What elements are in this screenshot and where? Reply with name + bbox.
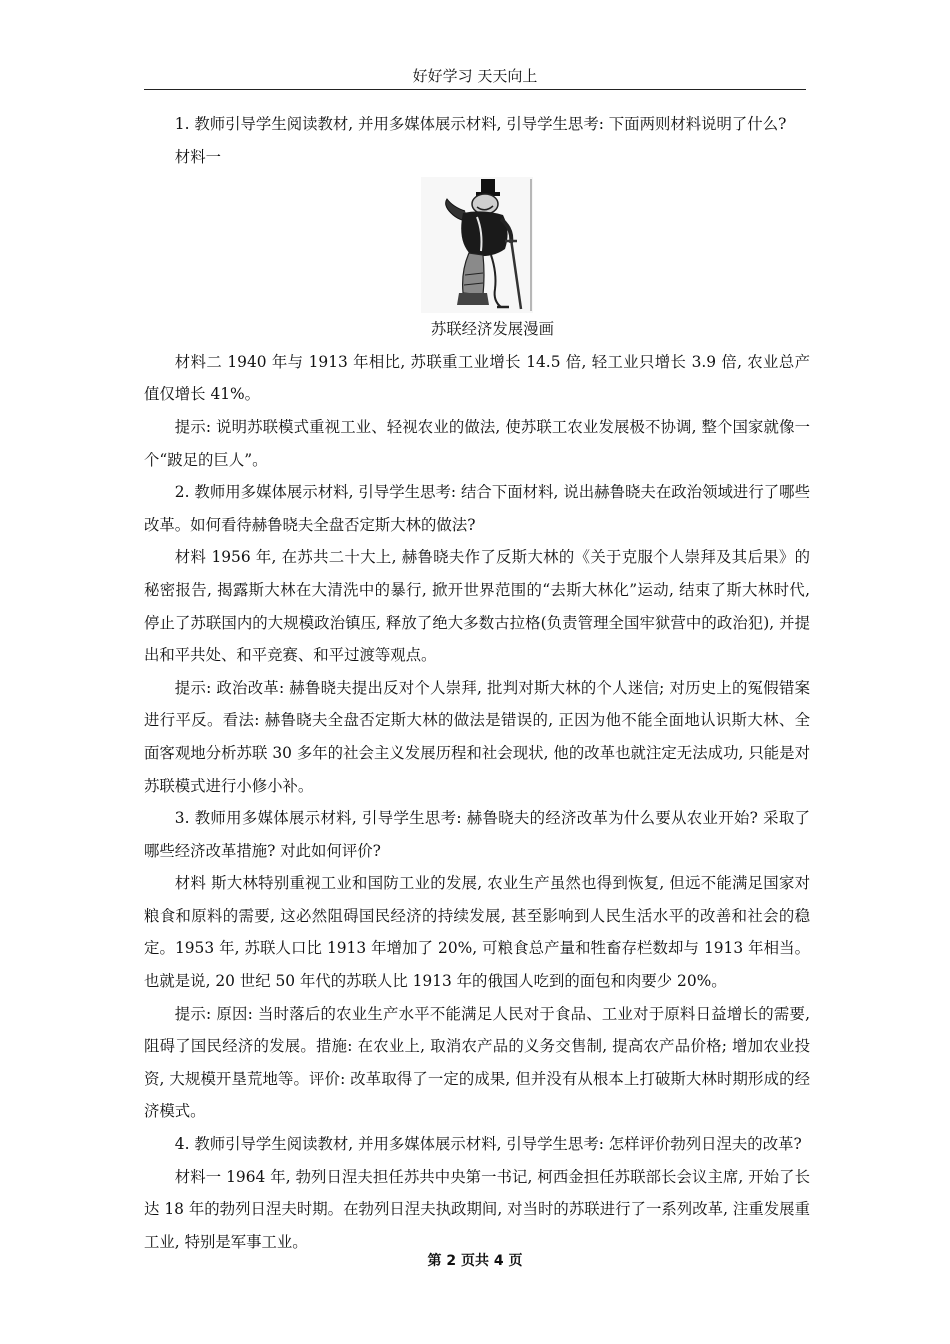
paragraph: 1. 教师引导学生阅读教材, 并用多媒体展示材料, 引导学生思考: 下面两则材料说明了什么? [174,115,787,133]
paragraph: 材料一 1964 年, 勃列日涅夫担任苏共中央第一书记, 柯西金担任苏联部长会议主席, 开始了长达 18 年的勃列日涅夫时期。在勃列日涅夫执政期间, 对当时的苏联进行了一系列改革, 注重发展重工业, 特别是军事工业。 [144,1167,810,1251]
paragraph: 提示: 原因: 当时落后的农业生产水平不能满足人民对于食品、工业对于原料日益增长的需要, 阻碍了国民经济的发展。措施: 在农业上, 取消农产品的义务交售制, 提高农产品价格; 增加农业投资, 大规模开垦荒地等。评价: 改革取得了一定的成果, 但并没有从根本上打破斯大林时期形成的经济模式。 [144,1004,810,1121]
paragraph: 材料 斯大林特别重视工业和国防工业的发展, 农业生产虽然也得到恢复, 但远不能满足国家对粮食和原料的需要, 这必然阻碍国民经济的持续发展, 甚至影响到人民生活水平的改善和社会的稳定。1953 年, 苏联人口比 1913 年增加了 20%, 可粮食总产量和牲畜存栏数却与 1913 年相当。也就是说, 20 世纪 50 年代的苏联人比 1913 年的俄国人吃到的面包和肉要少 20%。 [144,874,810,991]
paragraph: 材料一 [174,147,221,166]
paragraph: 2. 教师用多媒体展示材料, 引导学生思考: 结合下面材料, 说出赫鲁晓夫在政治领域进行了哪些改革。如何看待赫鲁晓夫全盘否定斯大林的做法? [144,483,810,534]
page-footer: 第 2 页共 4 页 [427,1253,523,1269]
paragraph: 提示: 说明苏联模式重视工业、轻视农业的做法, 使苏联工农业发展极不协调, 整个国家就像一个“跛足的巨人”。 [144,417,810,469]
paragraph: 提示: 政治改革: 赫鲁晓夫提出反对个人崇拜, 批判对斯大林的个人迷信; 对历史上的冤假错案进行平反。看法: 赫鲁晓夫全盘否定斯大林的做法是错误的, 正因为他不能全面地认识斯大林、全面客观地分析苏联 30 多年的社会主义发展历程和社会现状, 他的改革也就注定无法成功, 只能是对苏联模式进行小修小补。 [144,678,810,795]
cartoon-lame-giant-image [421,177,533,313]
paragraph: 材料二 1940 年与 1913 年相比, 苏联重工业增长 14.5 倍, 轻工业只增长 3.9 倍, 农业总产值仅增长 41%。 [144,352,810,404]
paragraph: 3. 教师用多媒体展示材料, 引导学生思考: 赫鲁晓夫的经济改革为什么要从农业开始? 采取了哪些经济改革措施? 对此如何评价? [144,809,810,860]
page-header: 好好学习 天天向上 [412,67,538,85]
paragraph: 材料 1956 年, 在苏共二十大上, 赫鲁晓夫作了反斯大林的《关于克服个人崇拜及其后果》的秘密报告, 揭露斯大林在大清洗中的暴行, 掀开世界范围的“去斯大林化”运动, 结束了斯大林时代, 停止了苏联国内的大规模政治镇压, 释放了绝大多数古拉格(负责管理全国牢狱营中的政治犯), 并提出和平共处、和平竞赛、和平过渡等观点。 [144,548,810,665]
cartoon-figure [144,177,810,313]
document-body [144,108,810,1258]
paragraph: 4. 教师引导学生阅读教材, 并用多媒体展示材料, 引导学生思考: 怎样评价勃列日涅夫的改革? [174,1135,802,1154]
figure-caption: 苏联经济发展漫画 [430,320,554,339]
header-divider [144,89,806,90]
